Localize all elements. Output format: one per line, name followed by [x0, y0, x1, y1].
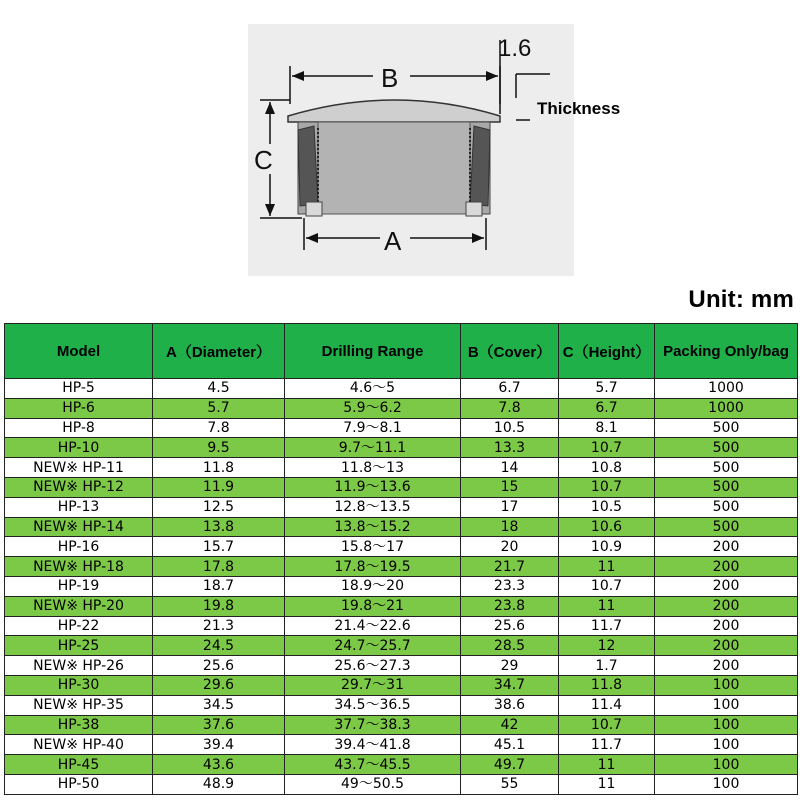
cell-model: HP-45: [5, 755, 153, 775]
cell-model: HP-25: [5, 636, 153, 656]
header-diameter: A（Diameter）: [153, 324, 285, 379]
table-row: [5, 497, 798, 517]
table-row: [5, 576, 798, 596]
thickness-label: Thickness: [537, 99, 621, 118]
dim-c-label: C: [254, 145, 273, 175]
cell-drilling-range: 11.9～13.6: [285, 477, 461, 497]
table-row: [5, 458, 798, 478]
cell-cover: 7.8: [461, 398, 559, 418]
cell-packing: 500: [655, 497, 798, 517]
cell-cover: 25.6: [461, 616, 559, 636]
cell-height: 10.6: [559, 517, 655, 537]
cell-drilling-range: 11.8～13: [285, 458, 461, 478]
cell-model: HP-8: [5, 418, 153, 438]
cell-height: 11.7: [559, 735, 655, 755]
table-row: [5, 398, 798, 418]
table-row: [5, 735, 798, 755]
cell-drilling-range: 29.7～31: [285, 675, 461, 695]
cell-height: 10.7: [559, 438, 655, 458]
header-drilling-range: Drilling Range: [285, 324, 461, 379]
cell-cover: 17: [461, 497, 559, 517]
cell-model: HP-22: [5, 616, 153, 636]
cell-diameter: 11.8: [153, 458, 285, 478]
cell-cover: 29: [461, 656, 559, 676]
table-row: [5, 438, 798, 458]
header-row: [5, 324, 798, 379]
cell-model: HP-19: [5, 576, 153, 596]
header-packing: Packing Only/bag: [655, 324, 798, 379]
header-height: C（Height）: [559, 324, 655, 379]
cell-cover: 23.3: [461, 576, 559, 596]
cell-height: 6.7: [559, 398, 655, 418]
cell-drilling-range: 39.4～41.8: [285, 735, 461, 755]
cell-diameter: 25.6: [153, 656, 285, 676]
cell-packing: 200: [655, 557, 798, 577]
cell-packing: 100: [655, 675, 798, 695]
cell-height: 5.7: [559, 379, 655, 399]
cell-model: HP-10: [5, 438, 153, 458]
cell-diameter: 12.5: [153, 497, 285, 517]
cell-packing: 200: [655, 576, 798, 596]
table-row: [5, 477, 798, 497]
cell-height: 11.8: [559, 675, 655, 695]
table-row: [5, 636, 798, 656]
cell-cover: 21.7: [461, 557, 559, 577]
cell-drilling-range: 12.8～13.5: [285, 497, 461, 517]
cell-drilling-range: 4.6～5: [285, 379, 461, 399]
cell-model: HP-13: [5, 497, 153, 517]
cell-model: NEW※ HP-11: [5, 458, 153, 478]
cell-cover: 55: [461, 774, 559, 794]
cell-model: HP-6: [5, 398, 153, 418]
cell-model: HP-50: [5, 774, 153, 794]
cell-model: NEW※ HP-35: [5, 695, 153, 715]
cell-diameter: 34.5: [153, 695, 285, 715]
cell-drilling-range: 19.8～21: [285, 596, 461, 616]
cell-cover: 14: [461, 458, 559, 478]
cell-drilling-range: 9.7～11.1: [285, 438, 461, 458]
cell-diameter: 37.6: [153, 715, 285, 735]
cell-cover: 20: [461, 537, 559, 557]
cell-height: 8.1: [559, 418, 655, 438]
cell-cover: 28.5: [461, 636, 559, 656]
cell-packing: 200: [655, 537, 798, 557]
cell-model: NEW※ HP-12: [5, 477, 153, 497]
cell-height: 11: [559, 557, 655, 577]
cell-drilling-range: 21.4～22.6: [285, 616, 461, 636]
cell-packing: 100: [655, 774, 798, 794]
cell-diameter: 9.5: [153, 438, 285, 458]
cell-height: 11: [559, 774, 655, 794]
table-row: [5, 715, 798, 735]
table-row: [5, 695, 798, 715]
cell-cover: 23.8: [461, 596, 559, 616]
cell-packing: 500: [655, 418, 798, 438]
cell-packing: 500: [655, 458, 798, 478]
cell-packing: 100: [655, 715, 798, 735]
cell-height: 12: [559, 636, 655, 656]
cell-cover: 10.5: [461, 418, 559, 438]
cell-height: 10.7: [559, 477, 655, 497]
cell-drilling-range: 17.8～19.5: [285, 557, 461, 577]
cell-diameter: 11.9: [153, 477, 285, 497]
cell-cover: 15: [461, 477, 559, 497]
table-row: [5, 656, 798, 676]
cell-drilling-range: 7.9～8.1: [285, 418, 461, 438]
spec-table: [4, 323, 798, 795]
hole-plug-diagram: [248, 24, 574, 276]
cell-drilling-range: 5.9～6.2: [285, 398, 461, 418]
cell-model: HP-16: [5, 537, 153, 557]
table-row: [5, 755, 798, 775]
cell-packing: 1000: [655, 379, 798, 399]
cell-model: NEW※ HP-14: [5, 517, 153, 537]
cell-diameter: 18.7: [153, 576, 285, 596]
cell-cover: 42: [461, 715, 559, 735]
cell-packing: 200: [655, 656, 798, 676]
cell-packing: 500: [655, 517, 798, 537]
cell-drilling-range: 43.7～45.5: [285, 755, 461, 775]
table-row: [5, 616, 798, 636]
table-row: [5, 517, 798, 537]
cell-height: 10.7: [559, 576, 655, 596]
cell-diameter: 5.7: [153, 398, 285, 418]
cell-model: HP-38: [5, 715, 153, 735]
header-cover: B（Cover）: [461, 324, 559, 379]
cell-model: NEW※ HP-18: [5, 557, 153, 577]
table-row: [5, 537, 798, 557]
cell-drilling-range: 25.6～27.3: [285, 656, 461, 676]
dim-1-6: 1.6: [498, 35, 532, 62]
cell-diameter: 19.8: [153, 596, 285, 616]
cell-drilling-range: 49～50.5: [285, 774, 461, 794]
table-row: [5, 774, 798, 794]
header-model: Model: [5, 324, 153, 379]
cell-packing: 1000: [655, 398, 798, 418]
cell-drilling-range: 18.9～20: [285, 576, 461, 596]
cell-cover: 13.3: [461, 438, 559, 458]
dim-a-label: A: [384, 226, 402, 256]
cell-drilling-range: 24.7～25.7: [285, 636, 461, 656]
cell-cover: 6.7: [461, 379, 559, 399]
cell-packing: 500: [655, 438, 798, 458]
cell-height: 10.5: [559, 497, 655, 517]
cell-height: 11: [559, 755, 655, 775]
cell-model: NEW※ HP-40: [5, 735, 153, 755]
cell-packing: 200: [655, 636, 798, 656]
cell-drilling-range: 37.7～38.3: [285, 715, 461, 735]
cell-diameter: 21.3: [153, 616, 285, 636]
cell-height: 10.7: [559, 715, 655, 735]
cell-packing: 200: [655, 616, 798, 636]
cell-cover: 45.1: [461, 735, 559, 755]
unit-label: Unit: mm: [688, 286, 794, 313]
cell-cover: 34.7: [461, 675, 559, 695]
table-row: [5, 379, 798, 399]
table-row: [5, 418, 798, 438]
cell-diameter: 17.8: [153, 557, 285, 577]
cell-packing: 100: [655, 695, 798, 715]
cell-cover: 38.6: [461, 695, 559, 715]
cell-diameter: 13.8: [153, 517, 285, 537]
cell-height: 10.8: [559, 458, 655, 478]
cell-diameter: 29.6: [153, 675, 285, 695]
cell-diameter: 48.9: [153, 774, 285, 794]
cell-packing: 100: [655, 735, 798, 755]
cell-height: 1.7: [559, 656, 655, 676]
cell-height: 11.4: [559, 695, 655, 715]
cell-diameter: 24.5: [153, 636, 285, 656]
table-row: [5, 557, 798, 577]
cell-packing: 200: [655, 596, 798, 616]
cell-diameter: 7.8: [153, 418, 285, 438]
cell-diameter: 4.5: [153, 379, 285, 399]
cell-height: 11: [559, 596, 655, 616]
dim-b-label: B: [381, 63, 399, 93]
cell-model: HP-30: [5, 675, 153, 695]
cell-model: NEW※ HP-26: [5, 656, 153, 676]
hole-plug-drawing: [248, 24, 574, 276]
cell-model: HP-5: [5, 379, 153, 399]
cell-packing: 500: [655, 477, 798, 497]
cell-diameter: 15.7: [153, 537, 285, 557]
cell-drilling-range: 15.8～17: [285, 537, 461, 557]
cell-height: 11.7: [559, 616, 655, 636]
cell-model: NEW※ HP-20: [5, 596, 153, 616]
cell-diameter: 39.4: [153, 735, 285, 755]
table-row: [5, 675, 798, 695]
table-row: [5, 596, 798, 616]
cell-drilling-range: 34.5～36.5: [285, 695, 461, 715]
cell-cover: 49.7: [461, 755, 559, 775]
cell-height: 10.9: [559, 537, 655, 557]
cell-drilling-range: 13.8～15.2: [285, 517, 461, 537]
cell-packing: 100: [655, 755, 798, 775]
table-body: [5, 379, 798, 795]
cell-diameter: 43.6: [153, 755, 285, 775]
cell-cover: 18: [461, 517, 559, 537]
